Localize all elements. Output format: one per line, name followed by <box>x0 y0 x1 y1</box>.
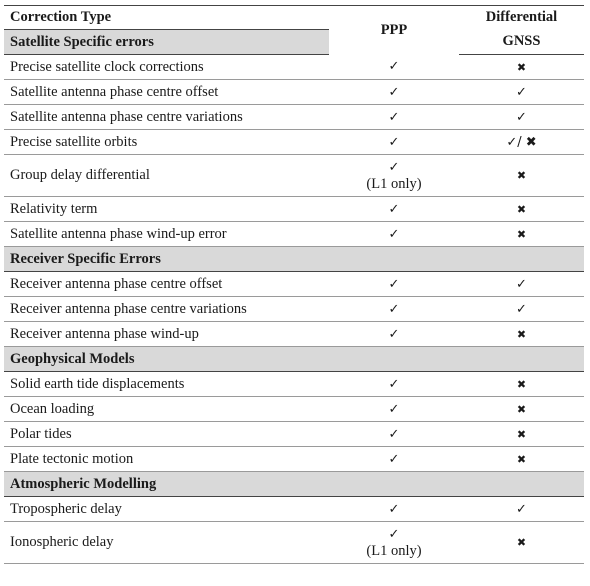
table-row <box>4 422 584 447</box>
table-row <box>4 297 584 322</box>
dgnss-cell <box>459 422 584 447</box>
ppp-cell <box>329 297 459 322</box>
dgnss-cell <box>459 272 584 297</box>
ppp-cell <box>329 522 459 564</box>
table-row <box>4 522 584 564</box>
cross-icon: ✖ <box>516 452 527 466</box>
check-icon: ✓ <box>388 326 400 342</box>
correction-label: Precise satellite clock corrections <box>4 55 329 80</box>
section-title: Receiver Specific Errors <box>4 247 584 272</box>
ppp-cell <box>329 197 459 222</box>
header-ppp: PPP <box>380 21 408 38</box>
dgnss-cell <box>459 522 584 564</box>
ppp-cell <box>329 322 459 347</box>
dgnss-cell <box>459 497 584 522</box>
check-icon: ✓ <box>388 426 400 442</box>
correction-label: Receiver antenna phase centre variations <box>4 297 329 322</box>
dgnss-cell <box>459 397 584 422</box>
correction-label: Ocean loading <box>4 397 329 422</box>
ppp-cell <box>329 422 459 447</box>
table-row <box>4 105 584 130</box>
cross-icon: ✖ <box>516 427 527 441</box>
table-row <box>4 55 584 80</box>
check-icon: ✓ <box>388 84 400 100</box>
table-row <box>4 272 584 297</box>
correction-label: Ionospheric delay <box>4 522 329 564</box>
table-body <box>4 55 584 564</box>
dgnss-cell <box>459 297 584 322</box>
section-row <box>4 472 584 497</box>
l1-only-note: (L1 only) <box>366 175 422 192</box>
check-icon: ✓ <box>516 501 527 517</box>
header-correction-type: Correction Type <box>4 6 329 30</box>
cross-icon: ✖ <box>516 202 527 216</box>
cross-icon: ✖ <box>516 169 527 182</box>
cross-icon: ✖ <box>516 536 527 549</box>
correction-label: Plate tectonic motion <box>4 447 329 472</box>
correction-label: Satellite antenna phase wind-up error <box>4 222 329 247</box>
dgnss-cell <box>459 80 584 105</box>
table-header-row <box>4 6 584 30</box>
table-row <box>4 197 584 222</box>
dgnss-cell <box>459 322 584 347</box>
ppp-cell <box>329 130 459 155</box>
check-icon: ✓ <box>516 276 527 292</box>
table-row <box>4 155 584 197</box>
dgnss-cell <box>459 130 584 155</box>
section-title: Satellite Specific errors <box>4 30 329 55</box>
correction-label: Solid earth tide displacements <box>4 372 329 397</box>
check-icon: ✓ <box>388 159 400 175</box>
ppp-cell <box>329 222 459 247</box>
cross-icon: ✖ <box>516 377 527 391</box>
table-row <box>4 222 584 247</box>
dgnss-cell <box>459 197 584 222</box>
check-icon: ✓ <box>388 451 400 467</box>
check-icon: ✓ <box>388 376 400 392</box>
l1-only-note: (L1 only) <box>366 542 422 559</box>
ppp-cell <box>329 272 459 297</box>
table-row <box>4 397 584 422</box>
check-icon: ✓ <box>516 84 527 100</box>
check-icon: ✓ <box>388 134 400 150</box>
dgnss-cell <box>459 372 584 397</box>
correction-label: Receiver antenna phase wind-up <box>4 322 329 347</box>
header-gnss: GNSS <box>459 30 584 55</box>
dgnss-cell <box>459 447 584 472</box>
header-differential: Differential <box>485 9 558 26</box>
section-row <box>4 347 584 372</box>
section-title: Atmospheric Modelling <box>4 472 584 497</box>
check-icon: ✓ <box>516 109 527 125</box>
correction-type-table <box>4 5 584 564</box>
check-icon: ✓ <box>388 526 400 542</box>
cross-icon: ✖ <box>516 60 527 74</box>
check-icon: ✓ <box>388 109 400 125</box>
ppp-cell <box>329 372 459 397</box>
section-row <box>4 30 584 55</box>
check-icon: ✓ <box>388 401 400 417</box>
table-row <box>4 372 584 397</box>
correction-label: Precise satellite orbits <box>4 130 329 155</box>
check-icon: ✓ <box>388 301 400 317</box>
correction-label: Relativity term <box>4 197 329 222</box>
check-icon: ✓ <box>388 226 400 242</box>
correction-label: Satellite antenna phase centre variations <box>4 105 329 130</box>
ppp-cell <box>329 105 459 130</box>
correction-label: Satellite antenna phase centre offset <box>4 80 329 105</box>
dgnss-cell <box>459 222 584 247</box>
table-row <box>4 497 584 522</box>
check-icon: ✓ <box>388 276 400 292</box>
ppp-cell <box>329 155 459 197</box>
ppp-cell <box>329 447 459 472</box>
correction-label: Polar tides <box>4 422 329 447</box>
check-or-cross-icon: ✓/ ✖ <box>506 134 537 150</box>
check-icon: ✓ <box>516 301 527 317</box>
ppp-cell <box>329 55 459 80</box>
section-row <box>4 247 584 272</box>
cross-icon: ✖ <box>516 227 527 241</box>
check-icon: ✓ <box>388 201 400 217</box>
cross-icon: ✖ <box>516 402 527 416</box>
correction-label: Receiver antenna phase centre offset <box>4 272 329 297</box>
section-title: Geophysical Models <box>4 347 584 372</box>
check-icon: ✓ <box>388 501 400 517</box>
dgnss-cell <box>459 155 584 197</box>
ppp-cell <box>329 497 459 522</box>
dgnss-cell <box>459 105 584 130</box>
correction-label: Tropospheric delay <box>4 497 329 522</box>
cross-icon: ✖ <box>516 327 527 341</box>
table-row <box>4 447 584 472</box>
table-row <box>4 80 584 105</box>
table-row <box>4 130 584 155</box>
ppp-cell <box>329 80 459 105</box>
dgnss-cell <box>459 55 584 80</box>
correction-label: Group delay differential <box>4 155 329 197</box>
ppp-cell <box>329 397 459 422</box>
table-row <box>4 322 584 347</box>
check-icon: ✓ <box>388 59 400 75</box>
